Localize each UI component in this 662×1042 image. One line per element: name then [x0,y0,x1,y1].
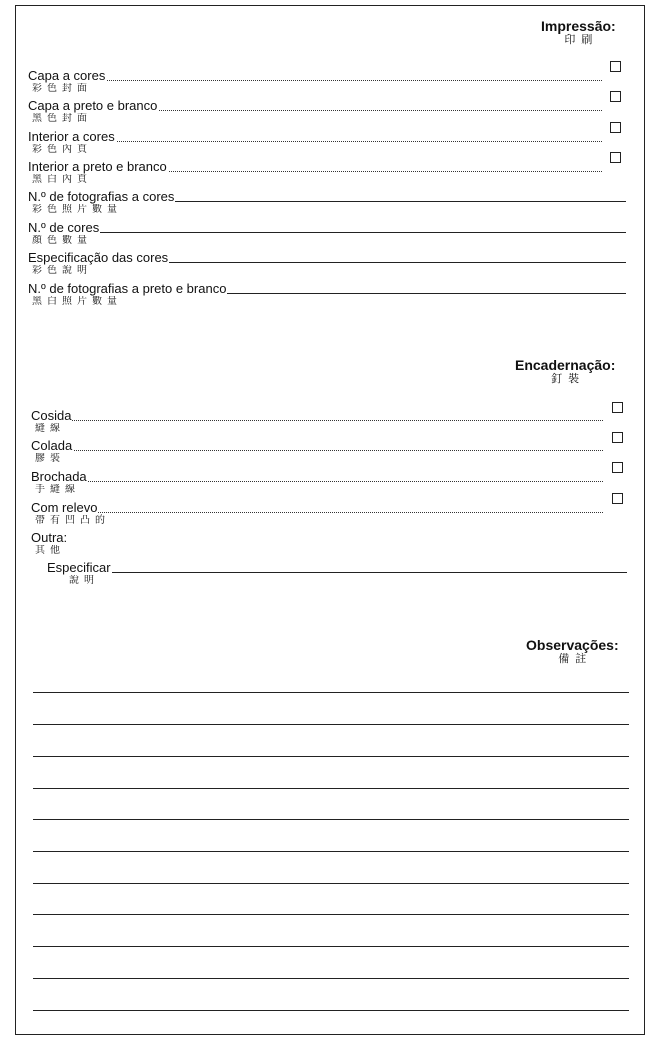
cosida-checkbox[interactable] [612,402,623,413]
observacoes-title [526,638,619,665]
fill-line[interactable] [28,232,626,233]
observacoes-line[interactable] [33,1010,629,1011]
field-fotografias-preto-branco [28,281,626,311]
dotted-leader [31,450,603,451]
field-especificacao-cores [28,250,626,280]
fill-line[interactable] [47,572,627,573]
field-label: Especificar [47,560,111,575]
field-label: N.º de fotografias a preto e branco [28,281,227,296]
colada-checkbox[interactable] [612,432,623,443]
option-interior-preto-branco [28,159,606,189]
option-label: Interior a preto e branco [28,159,167,174]
interior-cores-checkbox[interactable] [610,122,621,133]
option-label-zh: 彩色封面 [32,83,92,94]
encadernacao-title-pt: Encadernação: [515,357,616,373]
field-fotografias-cores [28,189,626,219]
option-interior-cores [28,129,606,159]
observacoes-title-zh: 備註 [558,653,593,665]
observacoes-line[interactable] [33,946,629,947]
option-label: Capa a preto e branco [28,98,158,113]
option-capa-cores [28,68,606,98]
encadernacao-title [515,358,615,385]
observacoes-title-pt: Observações: [526,637,619,653]
option-label: Capa a cores [28,68,106,83]
field-label-zh: 說明 [69,575,99,586]
brochada-checkbox[interactable] [612,462,623,473]
option-label-zh: 手縫線 [35,484,80,495]
option-label: Colada [31,438,73,453]
observacoes-line[interactable] [33,978,629,979]
dotted-leader [31,481,603,482]
field-label: N.º de cores [28,220,100,235]
option-label-zh: 帶有凹凸的 [35,515,110,526]
capa-preto-branco-checkbox[interactable] [610,91,621,102]
observacoes-line[interactable] [33,819,629,820]
dotted-leader [31,512,603,513]
option-label-zh: 縫線 [35,423,65,434]
option-label: Brochada [31,469,87,484]
observacoes-line[interactable] [33,756,629,757]
option-label-zh: 黑色封面 [32,113,92,124]
observacoes-line[interactable] [33,914,629,915]
field-numero-cores [28,220,626,250]
dotted-leader [28,80,602,81]
field-label: N.º de fotografias a cores [28,189,175,204]
impressao-title-zh: 印刷 [564,34,599,46]
option-colada [31,438,605,468]
com-relevo-checkbox[interactable] [612,493,623,504]
option-brochada [31,469,605,499]
option-label-zh: 黑白內頁 [32,174,92,185]
option-capa-preto-branco [28,98,606,128]
option-outra [31,530,231,560]
impressao-title [541,19,616,46]
field-label-zh: 彩色照片數量 [32,204,122,215]
observacoes-line[interactable] [33,724,629,725]
observacoes-line[interactable] [33,788,629,789]
option-label-zh: 彩色內頁 [32,144,92,155]
field-label-zh: 彩色說明 [32,265,92,276]
field-label: Especificação das cores [28,250,169,265]
option-label-zh: 其他 [35,545,65,556]
option-label: Cosida [31,408,72,423]
field-label-zh: 黑白照片數量 [32,296,122,307]
option-label: Interior a cores [28,129,115,144]
dotted-leader [31,420,603,421]
observacoes-line[interactable] [33,851,629,852]
option-label: Outra: [31,530,68,545]
observacoes-line[interactable] [33,883,629,884]
capa-cores-checkbox[interactable] [610,61,621,72]
interior-preto-branco-checkbox[interactable] [610,152,621,163]
observacoes-line[interactable] [33,692,629,693]
option-label-zh: 膠裝 [35,453,65,464]
option-label: Com relevo [31,500,98,515]
field-label-zh: 顏色數量 [32,235,92,246]
option-com-relevo [31,500,605,530]
impressao-title-pt: Impressão: [541,18,616,34]
field-especificar [47,560,627,590]
encadernacao-title-zh: 釘裝 [551,373,586,385]
option-cosida [31,408,605,438]
